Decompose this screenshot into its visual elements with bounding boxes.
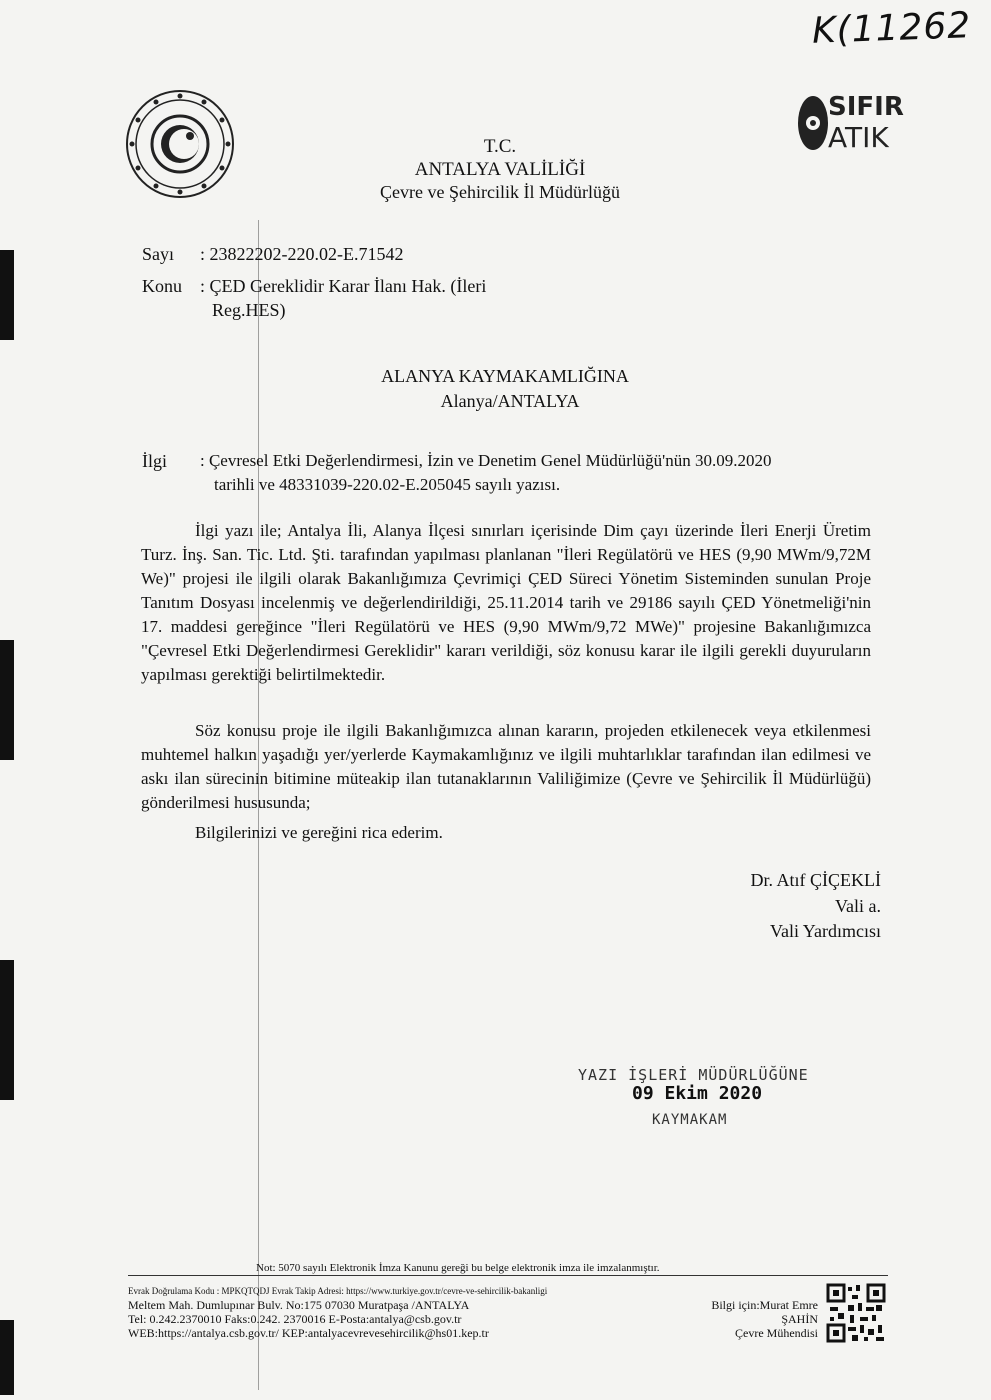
footer-info-role: Çevre Mühendisi bbox=[735, 1326, 818, 1340]
ministry-seal-icon bbox=[124, 88, 236, 200]
konu-label: Konu bbox=[142, 276, 182, 296]
scan-edge-mark bbox=[0, 640, 14, 760]
footer-phone: Tel: 0.242.2370010 Faks:0.242. 2370016 E-Posta:antalya@csb.gov.tr bbox=[128, 1312, 462, 1326]
konu-value-cont: Reg.HES) bbox=[212, 300, 286, 320]
footer-info-surname: ŞAHİN bbox=[781, 1312, 818, 1326]
signatory-name: Dr. Atıf ÇİÇEKLİ bbox=[750, 870, 881, 890]
logo-text-atik: ATIK bbox=[828, 121, 889, 154]
ilgi-line2: tarihli ve 48331039-220.02-E.205045 sayılı yazısı. bbox=[214, 475, 561, 494]
body-paragraph-2: Söz konusu proje ile ilgili Bakanlığımızca alınan kararın, projeden etkilenecek veya etkilenmesi muhtemel halkın yaşadığı yer/yerlerde Kaymakamlığınız ve ilgili muhtarlıklar tarafından ilan edilmesi ve askı ilan sürecinin bitimine müteakip ilan tutanaklarının Valiliğimize (Çevre ve Şehircilik İl Müdürlüğü) gönderilmesi hususunda; bbox=[141, 721, 871, 812]
sayi-label: Sayı bbox=[142, 244, 175, 264]
konu-value: : ÇED Gereklidir Karar İlanı Hak. (İleri bbox=[200, 276, 487, 296]
ilgi-line1: : Çevresel Etki Değerlendirmesi, İzin ve Denetim Genel Müdürlüğü'nün 30.09.2020 bbox=[200, 451, 772, 470]
footer-web: WEB:https://antalya.csb.gov.tr/ KEP:antalyacevrevesehircilik@hs01.kep.tr bbox=[128, 1326, 489, 1340]
header-tc: T.C. bbox=[483, 136, 517, 157]
body-paragraph-1: İlgi yazı ile; Antalya İli, Alanya İlçesi sınırları içerisinde Dim çayı üzerinde İleri Enerji Üretim Turz. İnş. San. Tic. Ltd. Şti. tarafından yapılması planlanan "İleri Regülatörü ve HES (9,90 MWm/9,72M We)" projesi ile ilgili olarak Bakanlığımıza Çevrimiçi ÇED Süreci Yönetim Sisteminden sunulan Proje Tanıtım Dosyası incelenmiş ve değerlendirildiği, 25.11.2014 tarih ve 29186 sayılı ÇED Yönetmeliği'nin 17. maddesi gereğince "İleri Regülatörü ve HES (9,90 MWm/9,72 MWe)" projesine Bakanlığımızca "Çevresel Etki Değerlendirmesi Gereklidir" kararı verildiği, söz konusu karar ile ilgili gerekli duyuruların yapılması gerektiği belirtilmektedir. bbox=[141, 521, 871, 684]
sayi-value: : 23822202-220.02-E.71542 bbox=[200, 244, 404, 264]
footer-verify-code: Evrak Doğrulama Kodu : MPKQTQDJ Evrak Takip Adresi: https://www.turkiye.gov.tr/cevre-ve-sehircilik-bakanligi bbox=[128, 1286, 548, 1296]
addressee-name: ALANYA KAYMAKAMLIĞINA bbox=[381, 366, 629, 386]
footer-address: Meltem Mah. Dumlupınar Bulv. No:175 07030 Muratpaşa /ANTALYA bbox=[128, 1298, 470, 1312]
header-directorate: Çevre ve Şehircilik İl Müdürlüğü bbox=[380, 182, 620, 202]
e-signature-note: Not: 5070 sayılı Elektronik İmza Kanunu gereği bu belge elektronik imza ile imzalanmıştır. bbox=[256, 1262, 660, 1274]
ilgi-label: İlgi bbox=[142, 451, 167, 471]
scan-edge-mark bbox=[0, 250, 14, 340]
stamp-date: 09 Ekim 2020 bbox=[632, 1083, 763, 1104]
stamp-line-1: YAZI İŞLERİ MÜDÜRLÜĞÜNE bbox=[578, 1066, 809, 1084]
qr-code-icon bbox=[826, 1283, 886, 1343]
header-governorship: ANTALYA VALİLİĞİ bbox=[414, 159, 586, 180]
sifir-atik-logo bbox=[796, 88, 904, 158]
logo-text-sifir: SIFIR bbox=[828, 92, 904, 122]
stamp-line-3: KAYMAKAM bbox=[652, 1112, 728, 1128]
signatory-title-2: Vali Yardımcısı bbox=[769, 921, 881, 941]
addressee-location: Alanya/ANTALYA bbox=[440, 391, 580, 411]
scan-edge-mark bbox=[0, 1320, 14, 1395]
body-paragraph-3: Bilgilerinizi ve gereğini rica ederim. bbox=[195, 823, 443, 842]
scan-edge-mark bbox=[0, 960, 14, 1100]
footer-divider bbox=[128, 1275, 888, 1276]
signatory-title-1: Vali a. bbox=[835, 896, 881, 916]
zero-waste-flower-icon bbox=[796, 92, 830, 154]
handwritten-reference: K(11262 bbox=[811, 5, 972, 52]
footer-info-label: Bilgi için:Murat Emre bbox=[711, 1298, 818, 1312]
